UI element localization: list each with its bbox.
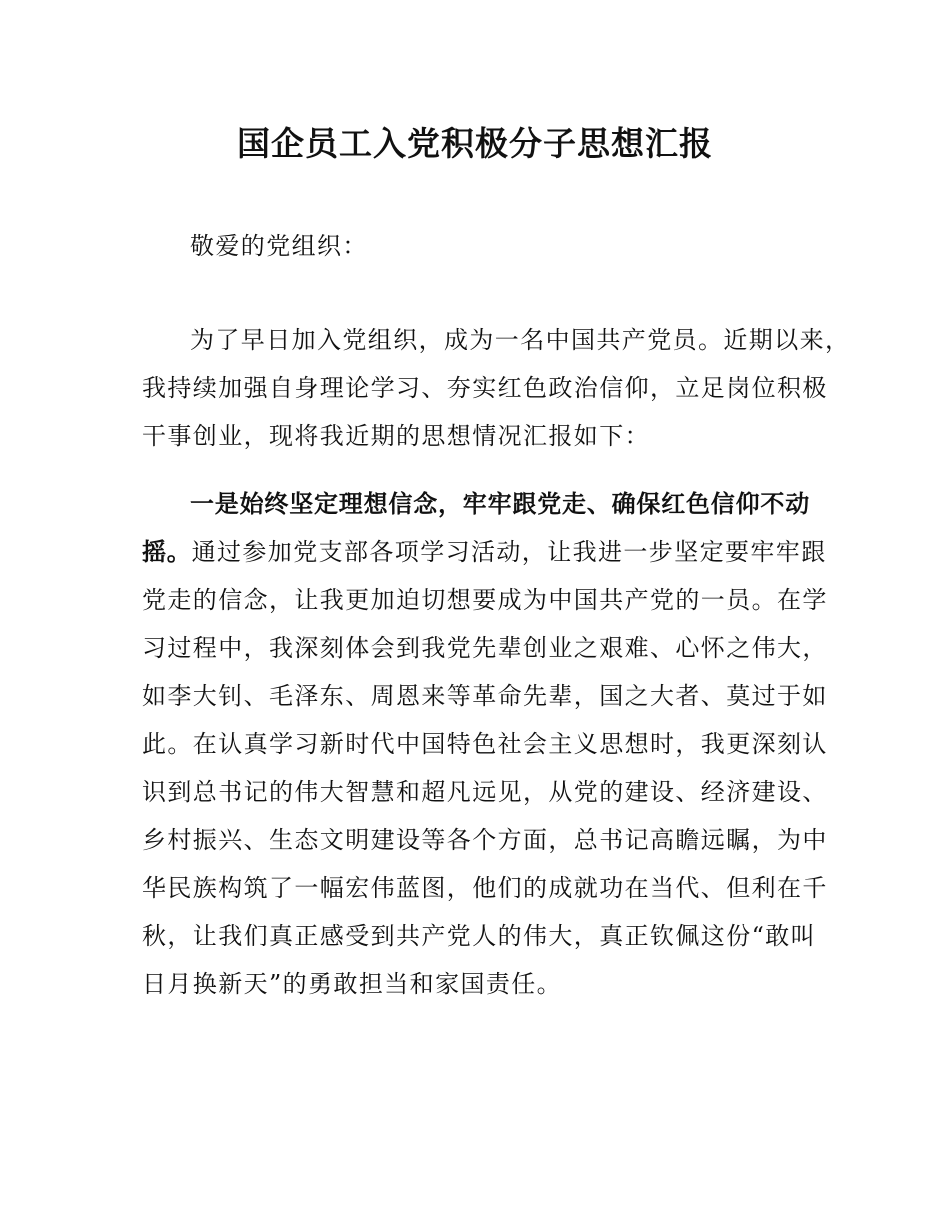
- paragraph-line: 秋，让我们真正感受到共产党人的伟大，真正钦佩这份“敢叫: [142, 922, 817, 950]
- section-heading-end: 摇。: [142, 538, 192, 566]
- paragraph-line: 华民族构筑了一幅宏伟蓝图，他们的成就功在当代、但利在千: [142, 874, 828, 902]
- paragraph-line: 我持续加强自身理论学习、夯实红色政治信仰，立足岗位积极: [142, 374, 828, 402]
- paragraph-line: 识到总书记的伟大智慧和超凡远见，从党的建设、经济建设、: [142, 778, 828, 806]
- section-heading: 一是始终坚定理想信念，牢牢跟党走、确保红色信仰不动: [190, 490, 810, 518]
- paragraph-line: 为了早日加入党组织，成为一名中国共产党员。近期以来，: [190, 326, 851, 354]
- paragraph-line: 乡村振兴、生态文明建设等各个方面，总书记高瞻远瞩，为中: [142, 826, 828, 854]
- salutation: 敬爱的党组织：: [190, 232, 368, 260]
- paragraph-text: 通过参加党支部各项学习活动，让我进一步坚定要牢牢跟: [191, 538, 827, 566]
- paragraph-line: 习过程中，我深刻体会到我党先辈创业之艰难、心怀之伟大，: [142, 634, 828, 662]
- paragraph-line: 党走的信念，让我更加迫切想要成为中国共产党的一员。在学: [142, 586, 828, 614]
- paragraph-line: 干事创业，现将我近期的思想情况汇报如下：: [142, 422, 650, 450]
- document-title: 国企员工入党积极分子思想汇报: [237, 124, 713, 163]
- paragraph-line: 日月换新天”的勇敢担当和家国责任。: [142, 970, 563, 998]
- paragraph-line: 如李大钊、毛泽东、周恩来等革命先辈，国之大者、莫过于如: [142, 682, 828, 710]
- paragraph-line: 此。在认真学习新时代中国特色社会主义思想时，我更深刻认: [142, 730, 828, 758]
- paragraph-line: [142, 537, 827, 567]
